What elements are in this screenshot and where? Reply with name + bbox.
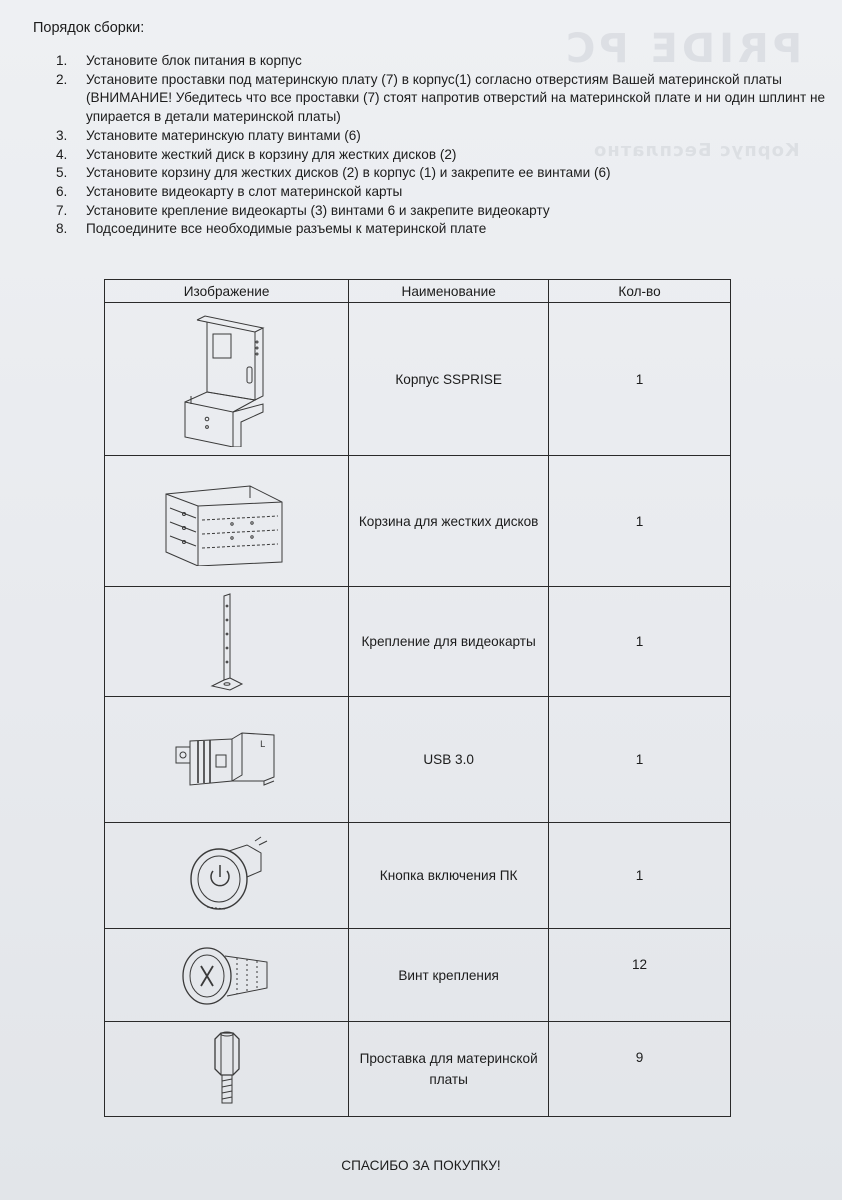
page-title: Порядок сборки:: [33, 20, 145, 36]
case-frame-icon: [177, 312, 277, 447]
part-name: Крепление для видеокарты: [349, 587, 549, 697]
table-row: [105, 1022, 731, 1117]
step-item: 6. Установите видеокарту в слот материнской карты: [56, 183, 826, 202]
step-text: Установите крепление видеокарты (3) винтами 6 и закрепите видеокарту: [86, 202, 550, 218]
step-text: Установите проставки под материнскую плату (7) в корпус(1) согласно отверстиям Вашей материнской платы (ВНИМАНИЕ! Убедитесь что все проставки (7) стоят напротив отверстий на материнской плате и ни один шплинт не упирается в детали материнской платы): [86, 71, 826, 125]
part-qty: 12: [549, 929, 731, 1022]
table-row: [105, 823, 731, 929]
step-text: Установите жесткий диск в корзину для жестких дисков (2): [86, 146, 457, 162]
step-item: 4. Установите жесткий диск в корзину для жестких дисков (2): [56, 146, 826, 165]
part-qty: 9: [549, 1022, 731, 1117]
table-row: [105, 456, 731, 587]
part-name: Винт крепления: [349, 929, 549, 1022]
usb-module-icon: [172, 725, 282, 795]
parts-table: [104, 279, 731, 1117]
part-name: Кнопка включения ПК: [349, 823, 549, 929]
part-qty: 1: [549, 823, 731, 929]
power-button-icon: [177, 831, 277, 921]
hdd-cage-icon: [162, 476, 292, 566]
step-item: 5. Установите корзину для жестких дисков (2) в корпус (1) и закрепите ее винтами (6): [56, 164, 826, 183]
step-text: Установите материнскую плату винтами (6): [86, 127, 361, 143]
header-qty: Кол-во: [549, 280, 731, 303]
part-name: Корзина для жестких дисков: [349, 456, 549, 587]
table-row: [105, 587, 731, 697]
svg-text:L: L: [259, 739, 265, 750]
part-name: USB 3.0: [349, 697, 549, 823]
step-text: Установите блок питания в корпус: [86, 53, 302, 68]
standoff-icon: [207, 1029, 247, 1109]
step-item: 1. Установите блок питания в корпус: [56, 52, 826, 71]
step-item: 2. Установите проставки под материнскую плату (7) в корпус(1) согласно отверстиям Вашей материнской платы (ВНИМАНИЕ! Убедитесь что все проставки (7) стоят напротив отверстий на материнской плате и ни один шплинт не упирается в детали материнской платы): [56, 71, 826, 127]
header-name: Наименование: [349, 280, 549, 303]
table-row: [105, 929, 731, 1022]
step-item: 8. Подсоедините все необходимые разъемы к материнской плате: [56, 220, 826, 239]
assembly-steps: [56, 52, 826, 239]
screw-icon: [177, 940, 277, 1010]
header-image: Изображение: [105, 280, 349, 303]
step-text: Установите видеокарту в слот материнской карты: [86, 183, 403, 199]
table-row: [105, 697, 731, 823]
thank-you-footer: СПАСИБО ЗА ПОКУПКУ!: [341, 1158, 501, 1173]
show-through-watermark: Корпус Бесплатно: [593, 140, 800, 161]
gpu-bracket-icon: [202, 592, 252, 692]
part-name: Проставка для материнской платы: [349, 1022, 549, 1117]
part-qty: 1: [549, 456, 731, 587]
part-qty: 1: [549, 303, 731, 456]
show-through-watermark: PRIDE PC: [561, 26, 802, 72]
step-item: 7. Установите крепление видеокарты (3) винтами 6 и закрепите видеокарту: [56, 202, 826, 221]
step-text: Подсоедините все необходимые разъемы к материнской плате: [86, 221, 487, 237]
part-qty: 1: [549, 587, 731, 697]
part-qty: 1: [549, 697, 731, 823]
table-row: [105, 303, 731, 456]
table-header-row: [105, 280, 731, 303]
step-item: 3. Установите материнскую плату винтами (6): [56, 127, 826, 146]
step-text: Установите корзину для жестких дисков (2) в корпус (1) и закрепите ее винтами (6): [86, 165, 611, 181]
part-name: Корпус SSPRISE: [349, 303, 549, 456]
